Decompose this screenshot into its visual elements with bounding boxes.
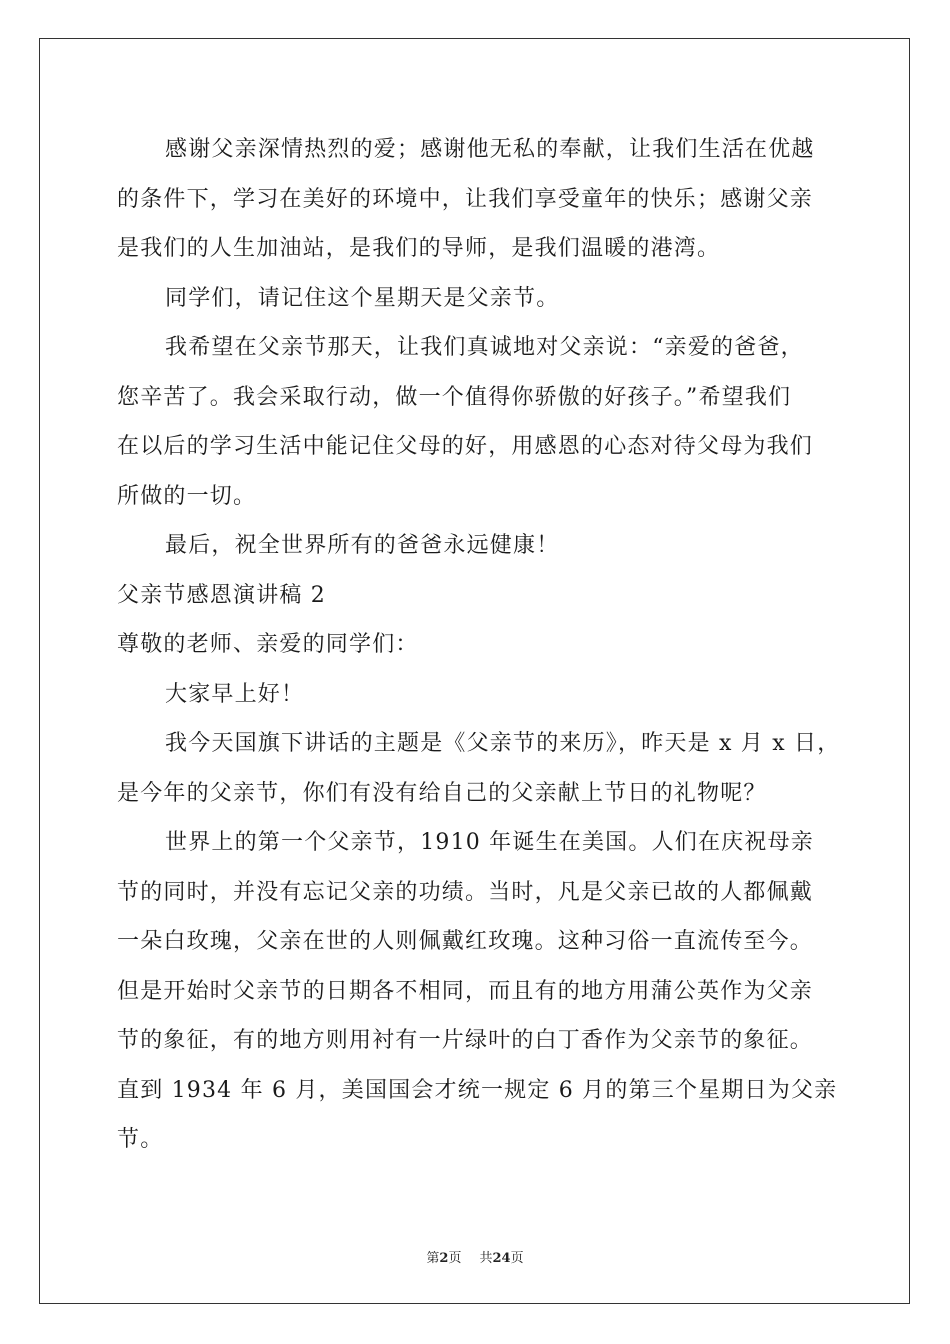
text-line: 感谢父亲深情热烈的爱；感谢他无私的奉献，让我们生活在优越 (165, 137, 815, 162)
document-body (117, 125, 841, 1165)
text-line: 您辛苦了。我会采取行动，做一个值得你骄傲的好孩子。”希望我们 (117, 384, 792, 410)
page-prefix: 第 (426, 1251, 440, 1266)
text-line: 我今天国旗下讲话的主题是《父亲节的来历》，昨天是 x 月 x 日， (165, 731, 841, 756)
greeting: 大家早上好！ (165, 681, 305, 707)
text-line: 世界上的第一个父亲节，1910 年诞生在美国。人们在庆祝母亲 (165, 830, 814, 855)
text-line: 节的同时，并没有忘记父亲的功绩。当时，凡是父亲已故的人都佩戴 (117, 879, 814, 905)
text-line: 是我们的人生加油站，是我们的导师，是我们温暖的港湾。 (117, 236, 721, 261)
text-line: 一朵白玫瑰，父亲在世的人则佩戴红玫瑰。这种习俗一直流传至今。 (117, 929, 814, 954)
page-suffix: 页 (448, 1251, 462, 1266)
text-line: 最后，祝全世界所有的爸爸永远健康！ (165, 533, 560, 558)
text-line: 直到 1934 年 6 月，美国国会才统一规定 6 月的第三个星期日为父亲 (117, 1077, 838, 1103)
text-line: 的条件下，学习在美好的环境中，让我们享受童年的快乐；感谢父亲 (117, 186, 814, 212)
page-current: 2 (439, 1251, 449, 1266)
salutation: 尊敬的老师、亲爱的同学们： (117, 632, 419, 657)
text-line: 但是开始时父亲节的日期各不相同，而且有的地方用蒲公英作为父亲 (117, 978, 814, 1004)
total-suffix: 页 (510, 1251, 524, 1266)
text-line: 是今年的父亲节，你们有没有给自己的父亲献上节日的礼物呢？ (117, 780, 767, 806)
page-total: 24 (492, 1251, 511, 1266)
page-footer (0, 1247, 950, 1266)
text-line: 在以后的学习生活中能记住父母的好，用感恩的心态对待父母为我们 (117, 434, 814, 459)
text-line: 同学们，请记住这个星期天是父亲节。 (165, 285, 560, 311)
total-prefix: 共 (479, 1251, 493, 1266)
text-line: 节。 (117, 1127, 164, 1152)
text-line: 节的象征，有的地方则用衬有一片绿叶的白丁香作为父亲节的象征。 (117, 1028, 814, 1053)
text-line: 我希望在父亲节那天，让我们真诚地对父亲说：“亲爱的爸爸， (165, 335, 804, 360)
text-line: 所做的一切。 (117, 483, 257, 509)
section-heading: 父亲节感恩演讲稿 2 (117, 582, 326, 608)
